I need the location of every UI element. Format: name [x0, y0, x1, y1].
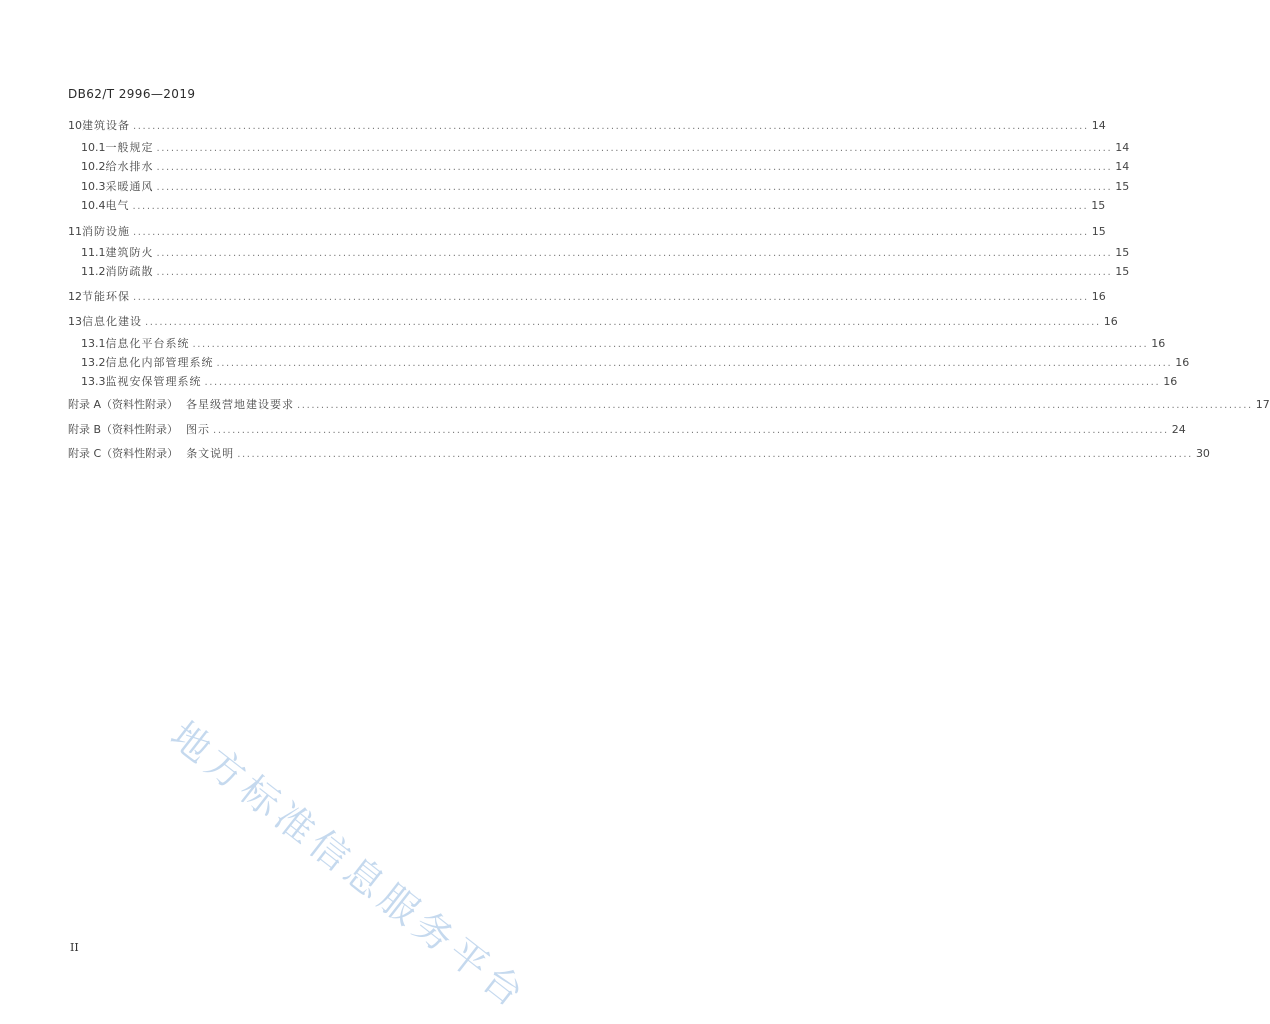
toc-entry-title: 一般规定	[105, 141, 154, 154]
toc-dot-leader: ........................................................................................................................................................................................................	[133, 121, 1089, 132]
toc-entry[interactable]	[68, 421, 1186, 439]
watermark: 地方标准信息服务平台	[162, 712, 537, 1019]
toc-entry[interactable]	[68, 178, 1130, 196]
toc-entry[interactable]	[68, 354, 1190, 372]
toc-entry-title: 图示	[186, 423, 211, 436]
toc-dot-leader: ........................................................................................................................................................................................................	[145, 317, 1101, 328]
toc-entry-title: 监视安保管理系统	[105, 375, 202, 388]
toc-entry[interactable]	[68, 288, 1106, 306]
toc-entry-number: 附录 B（资料性附录）	[68, 423, 179, 436]
toc-entry-number: 13.1	[81, 337, 106, 350]
toc-dot-leader: ........................................................................................................................................................................................................	[213, 425, 1169, 436]
toc-dot-leader: ........................................................................................................................................................................................................	[297, 400, 1253, 411]
toc-entry-page: 14	[1115, 141, 1130, 154]
toc-entry-number: 11.2	[81, 265, 106, 278]
toc-entry-title: 给水排水	[105, 160, 154, 173]
toc-entry-page: 15	[1115, 246, 1130, 259]
toc-entry[interactable]	[68, 139, 1130, 157]
toc-entry-title: 电气	[105, 199, 130, 212]
toc-entry[interactable]	[68, 396, 1270, 414]
toc-entry-number: 11.1	[81, 246, 106, 259]
toc-entry-number: 13.2	[81, 356, 106, 369]
toc-entry[interactable]	[68, 263, 1130, 281]
toc-entry[interactable]	[68, 158, 1130, 176]
toc-entry-number: 附录 A（资料性附录）	[68, 398, 179, 411]
toc-entry[interactable]	[68, 313, 1118, 331]
toc-dot-leader: ........................................................................................................................................................................................................	[216, 358, 1173, 369]
toc-entry-title: 信息化平台系统	[105, 337, 190, 350]
toc-entry[interactable]	[68, 373, 1178, 391]
toc-entry[interactable]	[68, 244, 1130, 262]
toc-entry-number: 13.3	[81, 375, 106, 388]
toc-entry-title: 各星级营地建设要求	[186, 398, 295, 411]
toc-entry-title: 消防设施	[82, 225, 130, 238]
toc-entry[interactable]	[68, 445, 1210, 463]
toc-dot-leader: ........................................................................................................................................................................................................	[204, 377, 1161, 388]
toc-entry-number: 附录 C（资料性附录）	[68, 447, 179, 460]
toc-entry-page: 15	[1091, 225, 1106, 238]
toc-entry-title: 建筑防火	[105, 246, 154, 259]
toc-entry-page: 16	[1103, 315, 1118, 328]
toc-entry-title: 节能环保	[82, 290, 130, 303]
toc-dot-leader: ........................................................................................................................................................................................................	[133, 227, 1089, 238]
toc-entry-number: 10.1	[81, 141, 106, 154]
toc-entry-page: 15	[1115, 180, 1130, 193]
toc-entry[interactable]	[68, 223, 1106, 241]
toc-dot-leader: ........................................................................................................................................................................................................	[156, 267, 1113, 278]
toc-entry-number: 11	[68, 225, 82, 238]
toc-entry-title: 信息化内部管理系统	[105, 356, 214, 369]
toc-entry-page: 16	[1175, 356, 1190, 369]
toc-entry-number: 10.2	[81, 160, 106, 173]
toc-dot-leader: ........................................................................................................................................................................................................	[156, 162, 1113, 173]
toc-entry-number: 10	[68, 119, 82, 132]
toc-entry-page: 16	[1091, 290, 1106, 303]
toc-entry-page: 15	[1091, 199, 1106, 212]
toc-dot-leader: ........................................................................................................................................................................................................	[237, 449, 1193, 460]
doc-code: DB62/T 2996—2019	[68, 87, 196, 101]
toc-entry-page: 14	[1115, 160, 1130, 173]
toc-entry-page: 15	[1115, 265, 1130, 278]
toc-entry-page: 16	[1163, 375, 1178, 388]
toc-entry-page: 30	[1195, 447, 1210, 460]
toc-dot-leader: ........................................................................................................................................................................................................	[132, 201, 1089, 212]
toc-entry[interactable]	[68, 117, 1106, 135]
toc-entry-title: 信息化建设	[82, 315, 142, 328]
toc-entry-page: 24	[1171, 423, 1186, 436]
toc-entry-page: 17	[1255, 398, 1270, 411]
toc-entry-number: 10.3	[81, 180, 106, 193]
toc-entry[interactable]	[68, 335, 1166, 353]
toc-entry[interactable]	[68, 197, 1106, 215]
toc-dot-leader: ........................................................................................................................................................................................................	[156, 143, 1113, 154]
toc-entry-number: 13	[68, 315, 82, 328]
toc-entry-title: 消防疏散	[105, 265, 154, 278]
toc-dot-leader: ........................................................................................................................................................................................................	[156, 182, 1113, 193]
toc-entry-page: 14	[1091, 119, 1106, 132]
toc-dot-leader: ........................................................................................................................................................................................................	[133, 292, 1089, 303]
toc-entry-page: 16	[1151, 337, 1166, 350]
page-number: II	[70, 941, 79, 954]
toc-entry-title: 建筑设备	[82, 119, 130, 132]
toc-dot-leader: ........................................................................................................................................................................................................	[156, 248, 1113, 259]
toc-entry-number: 12	[68, 290, 82, 303]
toc-dot-leader: ........................................................................................................................................................................................................	[192, 339, 1149, 350]
toc-entry-title: 条文说明	[186, 447, 235, 460]
toc-entry-title: 采暖通风	[105, 180, 154, 193]
toc-entry-number: 10.4	[81, 199, 106, 212]
